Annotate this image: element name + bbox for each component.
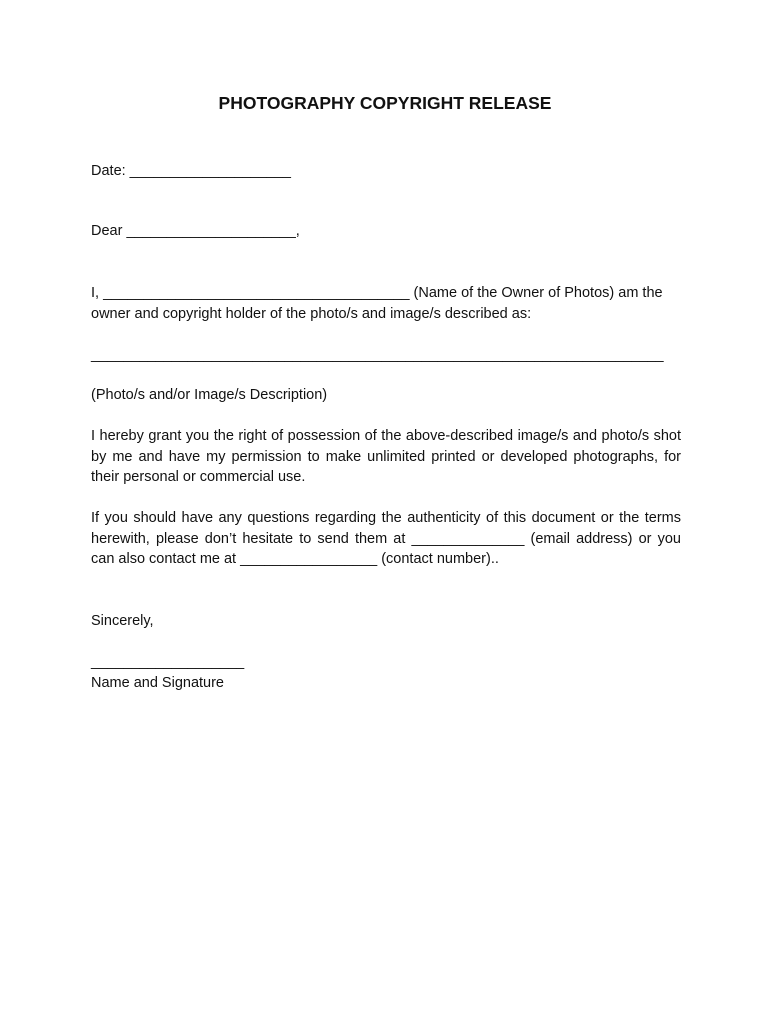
questions-paragraph: If you should have any questions regarding the authenticity of this document or the terms herewith, please don’t hesitate to send them at ______________ (email address) or you can also contact me at _________________ (contact number).. [91,510,681,567]
description-blank-line: _______________________________________________________________________ [91,347,664,363]
signature-label: Name and Signature [91,675,224,691]
description-label: (Photo/s and/or Image/s Description) [91,387,328,403]
owner-line-2: owner and copyright holder of the photo/s and image/s described as: [91,306,532,322]
grant-paragraph: I hereby grant you the right of possession of the above-described image/s and photo/s shot by me and have my permission to make unlimited printed or developed photographs, for their personal or commercial use. [91,428,681,485]
closing-line: Sincerely, [91,613,154,629]
date-line: Date: ____________________ [91,163,291,179]
signature-blank-line: ___________________ [91,654,245,670]
document-title: PHOTOGRAPHY COPYRIGHT RELEASE [218,93,552,113]
owner-line-1: I, ______________________________________ (Name of the Owner of Photos) am the [91,285,663,301]
salutation-line: Dear _____________________, [91,223,300,239]
